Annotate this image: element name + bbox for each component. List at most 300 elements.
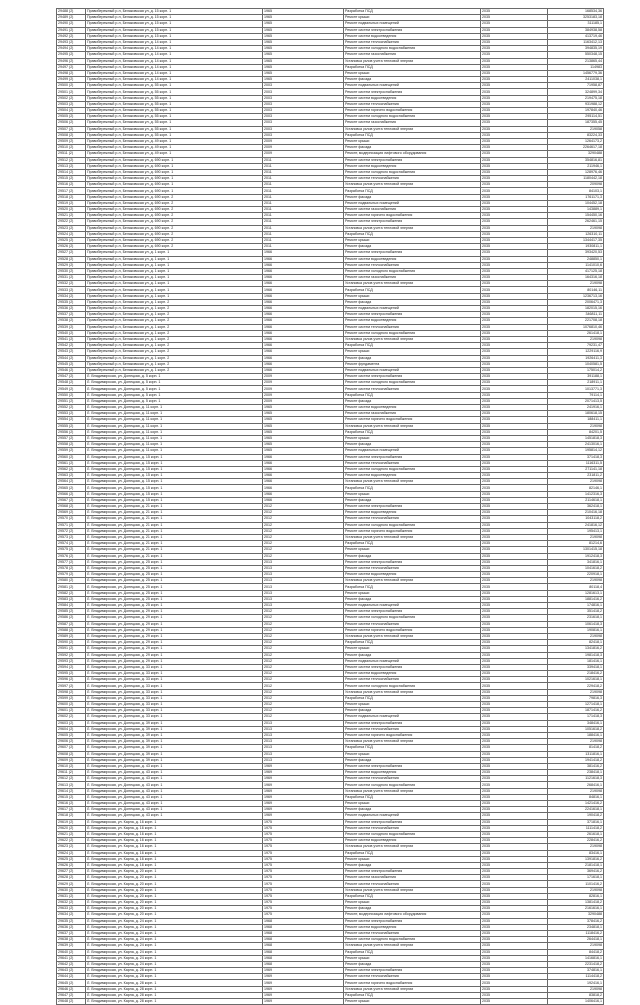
row-id-cell: 29621 (2) [57, 831, 86, 837]
cost-cell: 83224,33 [548, 132, 604, 138]
row-id-cell: 29532 (2) [57, 281, 86, 287]
build-year-cell: 1969 [263, 776, 344, 782]
address-cell: Л. Владимирская, ул. Карла, д. 24 корп. 1 [86, 918, 263, 924]
planned-year-cell: 2035 [481, 114, 548, 120]
address-cell: Л. Владимирская, ул. Донецкая, д. 11 корп. 1 [86, 448, 263, 454]
work-type-cell: Установка узлов учета тепловой энергии [344, 689, 481, 695]
planned-year-cell: 2035 [481, 138, 548, 144]
work-type-cell: Ремонт систем холодного водоснабжения [344, 683, 481, 689]
row-id-cell: 29638 (2) [57, 937, 86, 943]
planned-year-cell: 2035 [481, 188, 548, 194]
row-id-cell: 29548 (2) [57, 380, 86, 386]
row-id-cell: 29589 (2) [57, 633, 86, 639]
address-cell: Л. Владимирская, ул. Донецкая, д. 39 корп. 1 [86, 751, 263, 757]
build-year-cell: 1975 [263, 825, 344, 831]
work-type-cell: Ремонт крыши [344, 955, 481, 961]
planned-year-cell: 2035 [481, 95, 548, 101]
cost-cell: 341816,1 [548, 559, 604, 565]
build-year-cell: 2012 [263, 652, 344, 658]
address-cell: Л. Владимирская, ул. Донецкая, д. 29 корп. 1 [86, 652, 263, 658]
work-type-cell: Ремонт систем электроснабжения [344, 312, 481, 318]
cost-cell: 1981418,3 [548, 652, 604, 658]
planned-year-cell: 2035 [481, 318, 548, 324]
address-cell: Правобережный р-н, Белаковская ул, д. 15 корп. 1 [86, 21, 263, 27]
build-year-cell: 1965 [263, 417, 344, 423]
work-type-cell: Ремонт систем теплоснабжения [344, 621, 481, 627]
row-id-cell: 29626 (2) [57, 862, 86, 868]
address-cell: Правобережный р-н, Белаковская ул, д. 1 корп. 1 [86, 250, 263, 256]
work-type-cell: Ремонт крыши [344, 999, 481, 1005]
cost-cell: 262461,15 [548, 219, 604, 225]
planned-year-cell: 2035 [481, 361, 548, 367]
planned-year-cell: 2035 [481, 219, 548, 225]
address-cell: Л. Владимирская, ул. Донецкая, д. 5 корп. 1 [86, 380, 263, 386]
planned-year-cell: 2035 [481, 225, 548, 231]
cost-cell: 220918,1 [548, 572, 604, 578]
build-year-cell: 1975 [263, 838, 344, 844]
cost-cell: 114983 [548, 64, 604, 70]
row-id-cell: 29488 (2) [57, 9, 86, 15]
address-cell: Л. Владимирская, ул. Карла, д. 20 корп. 1 [86, 875, 263, 881]
cost-cell: 228416,2 [548, 838, 604, 844]
cost-cell: 3290488 [548, 912, 604, 918]
planned-year-cell: 2035 [481, 64, 548, 70]
build-year-cell: 1975 [263, 819, 344, 825]
row-id-cell: 29554 (2) [57, 417, 86, 423]
work-type-cell: Ремонт систем холодного водоснабжения [344, 522, 481, 528]
row-id-cell: 29561 (2) [57, 460, 86, 466]
address-cell: Л. Владимирская, ул. Донецкая, д. 39 корп. 1 [86, 739, 263, 745]
planned-year-cell: 2035 [481, 213, 548, 219]
build-year-cell: 1966 [263, 318, 344, 324]
work-type-cell: Разработка ПСД [344, 231, 481, 237]
planned-year-cell: 2035 [481, 702, 548, 708]
cost-cell: 188416,1 [548, 732, 604, 738]
planned-year-cell: 2035 [481, 336, 548, 342]
work-type-cell: Ремонт систем теплоснабжения [344, 825, 481, 831]
work-type-cell: Ремонт систем электроснабжения [344, 219, 481, 225]
work-type-cell: Установка узлов учета тепловой энергии [344, 423, 481, 429]
row-id-cell: 29577 (2) [57, 559, 86, 565]
address-cell: Правобережный р-н, Белаковская ул, д. 1 корп. 1 [86, 275, 263, 281]
planned-year-cell: 2035 [481, 770, 548, 776]
cost-cell: 79114,1 [548, 392, 604, 398]
address-cell: Правобережный р-н, Белаковская ул, д. 55 корп. 1 [86, 120, 263, 126]
cost-cell: 1271418,1 [548, 702, 604, 708]
address-cell: Л. Владимирская, ул. Донецкая, д. 43 корп. 1 [86, 794, 263, 800]
cost-cell: 241916,1 [548, 405, 604, 411]
cost-cell: 271141,18 [548, 466, 604, 472]
work-type-cell: Ремонт подвальных помещений [344, 658, 481, 664]
address-cell: Л. Владимирская, ул. Донецкая, д. 39 корп. 1 [86, 726, 263, 732]
work-type-cell: Ремонт крыши [344, 293, 481, 299]
work-type-cell: Ремонт фасада [344, 961, 481, 967]
work-type-cell: Ремонт фасада [344, 708, 481, 714]
planned-year-cell: 2035 [481, 881, 548, 887]
build-year-cell: 1965 [263, 58, 344, 64]
build-year-cell: 1975 [263, 844, 344, 850]
work-type-cell: Ремонт систем горячего водоснабжения [344, 627, 481, 633]
address-cell: Л. Владимирская, ул. Карла, д. 28 корп. 1 [86, 999, 263, 1005]
work-type-cell: Ремонт систем теплоснабжения [344, 726, 481, 732]
work-type-cell: Ремонт крыши [344, 590, 481, 596]
work-type-cell: Ремонт подвальных помещений [344, 448, 481, 454]
build-year-cell: 2012 [263, 615, 344, 621]
address-cell: Л. Владимирская, ул. Донецкая, д. 5 корп. 1 [86, 386, 263, 392]
row-id-cell: 29607 (2) [57, 745, 86, 751]
build-year-cell: 1966 [263, 497, 344, 503]
work-type-cell: Установка узлов учета тепловой энергии [344, 225, 481, 231]
work-type-cell: Ремонт фасада [344, 145, 481, 151]
planned-year-cell: 2035 [481, 794, 548, 800]
work-type-cell: Ремонт крыши [344, 349, 481, 355]
build-year-cell: 1966 [263, 361, 344, 367]
address-cell: Л. Владимирская, ул. Карла, д. 20 корп. 1 [86, 887, 263, 893]
planned-year-cell: 2035 [481, 955, 548, 961]
address-cell: Л. Владимирская, ул. Донецкая, д. 29 корп. 1 [86, 633, 263, 639]
cost-cell: 391188,1 [548, 374, 604, 380]
planned-year-cell: 2035 [481, 126, 548, 132]
build-year-cell: 2009 [263, 145, 344, 151]
cost-cell: 1381418,2 [548, 900, 604, 906]
row-id-cell: 29565 (2) [57, 485, 86, 491]
address-cell: Л. Владимирская, ул. Донецкая, д. 33 корп. 1 [86, 677, 263, 683]
planned-year-cell: 2035 [481, 708, 548, 714]
work-type-cell: Разработка ПСД [344, 584, 481, 590]
build-year-cell: 1965 [263, 405, 344, 411]
build-year-cell: 1966 [263, 293, 344, 299]
cost-cell: 2411038,1 [548, 77, 604, 83]
address-cell: Правобережный р-н, Белаковская ул, д. 1 корп. 2 [86, 361, 263, 367]
cost-cell: 154450,16 [548, 213, 604, 219]
address-cell: Л. Владимирская, ул. Донецкая, д. 39 корп. 1 [86, 720, 263, 726]
cost-cell: 175014,2 [548, 367, 604, 373]
build-year-cell: 2012 [263, 528, 344, 534]
build-year-cell: 2009 [263, 398, 344, 404]
cost-cell: 195413,1 [548, 528, 604, 534]
address-cell: Л. Владимирская, ул. Донецкая, д. 29 корп. 1 [86, 646, 263, 652]
work-type-cell: Ремонт систем водоотведения [344, 256, 481, 262]
work-type-cell: Ремонт крыши [344, 435, 481, 441]
row-id-cell: 29594 (2) [57, 664, 86, 670]
planned-year-cell: 2035 [481, 547, 548, 553]
row-id-cell: 29512 (2) [57, 157, 86, 163]
row-id-cell: 29634 (2) [57, 912, 86, 918]
planned-year-cell: 2035 [481, 906, 548, 912]
work-type-cell: Ремонт крыши [344, 547, 481, 553]
build-year-cell: 1966 [263, 367, 344, 373]
build-year-cell: 2012 [263, 671, 344, 677]
planned-year-cell: 2035 [481, 256, 548, 262]
planned-year-cell: 2035 [481, 844, 548, 850]
row-id-cell: 29578 (2) [57, 565, 86, 571]
planned-year-cell: 2035 [481, 745, 548, 751]
build-year-cell: 2012 [263, 633, 344, 639]
build-year-cell: 1965 [263, 70, 344, 76]
row-id-cell: 29640 (2) [57, 949, 86, 955]
build-year-cell: 1966 [263, 343, 344, 349]
address-cell: Правобережный р-н, Белаковская ул, д. 55 корп. 1 [86, 95, 263, 101]
planned-year-cell: 2035 [481, 405, 548, 411]
address-cell: Правобережный р-н, Белаковская ул, д. 55 корп. 1 [86, 126, 263, 132]
build-year-cell: 1966 [263, 256, 344, 262]
cost-cell: 219475,18 [548, 95, 604, 101]
row-id-cell: 29501 (2) [57, 89, 86, 95]
build-year-cell: 1975 [263, 869, 344, 875]
build-year-cell: 2003 [263, 89, 344, 95]
work-type-cell: Ремонт систем электроснабжения [344, 763, 481, 769]
build-year-cell: 2011 [263, 200, 344, 206]
build-year-cell: 1968 [263, 937, 344, 943]
build-year-cell: 2013 [263, 559, 344, 565]
cost-cell: 219098 [548, 986, 604, 992]
address-cell: Л. Владимирская, ул. Донецкая, д. 11 корп. 1 [86, 429, 263, 435]
row-id-cell: 29505 (2) [57, 114, 86, 120]
row-id-cell: 29642 (2) [57, 961, 86, 967]
build-year-cell: 2013 [263, 565, 344, 571]
row-id-cell: 29550 (2) [57, 392, 86, 398]
cost-cell: 394835,19 [548, 46, 604, 52]
cost-cell: 219098 [548, 534, 604, 540]
build-year-cell: 1966 [263, 330, 344, 336]
cost-cell: 346811,11 [548, 312, 604, 318]
planned-year-cell: 2035 [481, 157, 548, 163]
cost-cell: 210416,18 [548, 510, 604, 516]
cost-cell: 187355,45 [548, 120, 604, 126]
work-type-cell: Установка узлов учета тепловой энергии [344, 739, 481, 745]
address-cell: Правобережный р-н, Белаковская ул, д. 1 корп. 2 [86, 330, 263, 336]
work-type-cell: Ремонт подвальных помещений [344, 21, 481, 27]
planned-year-cell: 2035 [481, 454, 548, 460]
build-year-cell: 1975 [263, 881, 344, 887]
cost-cell: 171418,3 [548, 714, 604, 720]
build-year-cell: 2012 [263, 547, 344, 553]
planned-year-cell: 2035 [481, 603, 548, 609]
work-type-cell: Ремонт фасада [344, 757, 481, 763]
planned-year-cell: 2035 [481, 831, 548, 837]
build-year-cell: 2003 [263, 132, 344, 138]
planned-year-cell: 2035 [481, 417, 548, 423]
planned-year-cell: 2035 [481, 640, 548, 646]
work-type-cell: Разработка ПСД [344, 850, 481, 856]
work-type-cell: Ремонт систем горячего водоснабжения [344, 732, 481, 738]
build-year-cell: 2009 [263, 374, 344, 380]
cost-cell: 351418,2 [548, 609, 604, 615]
address-cell: Правобережный р-н, Белаковская ул, д. 690 корп. 2 [86, 237, 263, 243]
row-id-cell: 29533 (2) [57, 287, 86, 293]
address-cell: Правобережный р-н, Белаковская ул, д. 690 корп. 2 [86, 225, 263, 231]
build-year-cell: 2013 [263, 596, 344, 602]
work-type-cell: Ремонт систем электроснабжения [344, 609, 481, 615]
address-cell: Л. Владимирская, ул. Карла, д. 28 корп. 1 [86, 986, 263, 992]
work-type-cell: Ремонт фасада [344, 244, 481, 250]
cost-cell: 931988,12 [548, 101, 604, 107]
address-cell: Л. Владимирская, ул. Донецкая, д. 43 корп. 1 [86, 776, 263, 782]
address-cell: Л. Владимирская, ул. Донецкая, д. 33 корп. 1 [86, 683, 263, 689]
row-id-cell: 29620 (2) [57, 825, 86, 831]
build-year-cell: 2003 [263, 108, 344, 114]
address-cell: Л. Владимирская, ул. Донецкая, д. 25 корп. 1 [86, 559, 263, 565]
planned-year-cell: 2035 [481, 83, 548, 89]
build-year-cell: 1969 [263, 782, 344, 788]
address-cell: Правобережный р-н, Белаковская ул, д. 1 корп. 2 [86, 336, 263, 342]
planned-year-cell: 2035 [481, 918, 548, 924]
build-year-cell: 1969 [263, 980, 344, 986]
address-cell: Л. Владимирская, ул. Донецкая, д. 29 корп. 1 [86, 640, 263, 646]
work-type-cell: Ремонт систем горячего водоснабжения [344, 528, 481, 534]
cost-cell: 1021618,1 [548, 677, 604, 683]
work-type-cell: Ремонт систем горячего водоснабжения [344, 108, 481, 114]
address-cell: Л. Владимирская, ул. Донецкая, д. 11 корп. 1 [86, 417, 263, 423]
row-id-cell: 29489 (2) [57, 15, 86, 21]
planned-year-cell: 2035 [481, 349, 548, 355]
build-year-cell: 1969 [263, 807, 344, 813]
address-cell: Л. Владимирская, ул. Донецкая, д. 25 корп. 1 [86, 572, 263, 578]
build-year-cell: 1968 [263, 930, 344, 936]
address-cell: Правобережный р-н, Белаковская ул, д. 690 корп. 2 [86, 244, 263, 250]
row-id-cell: 29536 (2) [57, 306, 86, 312]
planned-year-cell: 2035 [481, 887, 548, 893]
address-cell: Правобережный р-н, Белаковская ул, д. 690 корп. 2 [86, 194, 263, 200]
address-cell: Правобережный р-н, Белаковская ул, д. 14 корп. 1 [86, 77, 263, 83]
planned-year-cell: 2035 [481, 763, 548, 769]
build-year-cell: 1966 [263, 479, 344, 485]
cost-cell: 1040581,5 [548, 361, 604, 367]
build-year-cell: 2009 [263, 386, 344, 392]
row-id-cell: 29506 (2) [57, 120, 86, 126]
address-cell: Л. Владимирская, ул. Донецкая, д. 29 корп. 1 [86, 627, 263, 633]
work-type-cell: Ремонт систем холодного водоснабжения [344, 937, 481, 943]
work-type-cell: Установка узлов учета тепловой энергии [344, 633, 481, 639]
table-row [57, 999, 604, 1005]
planned-year-cell: 2035 [481, 497, 548, 503]
planned-year-cell: 2035 [481, 244, 548, 250]
row-id-cell: 29538 (2) [57, 318, 86, 324]
work-type-cell: Разработка ПСД [344, 893, 481, 899]
planned-year-cell: 2035 [481, 819, 548, 825]
row-id-cell: 29605 (2) [57, 732, 86, 738]
row-id-cell: 29633 (2) [57, 906, 86, 912]
row-id-cell: 29522 (2) [57, 219, 86, 225]
work-type-cell: Ремонт крыши [344, 900, 481, 906]
build-year-cell: 2013 [263, 720, 344, 726]
cost-cell: 82816,1 [548, 893, 604, 899]
build-year-cell: 1966 [263, 466, 344, 472]
row-id-cell: 29595 (2) [57, 671, 86, 677]
address-cell: Правобережный р-н, Белаковская ул, д. 49 корп. 1 [86, 138, 263, 144]
cost-cell: 1101416,2 [548, 881, 604, 887]
row-id-cell: 29588 (2) [57, 627, 86, 633]
build-year-cell: 1968 [263, 961, 344, 967]
row-id-cell: 29490 (2) [57, 21, 86, 27]
address-cell: Л. Владимирская, ул. Карла, д. 16 корп. 1 [86, 850, 263, 856]
cost-cell: 82146,1 [548, 485, 604, 491]
work-type-cell: Установка узлов учета тепловой энергии [344, 986, 481, 992]
planned-year-cell: 2035 [481, 677, 548, 683]
planned-year-cell: 2035 [481, 633, 548, 639]
row-id-cell: 29551 (2) [57, 398, 86, 404]
planned-year-cell: 2035 [481, 293, 548, 299]
address-cell: Л. Владимирская, ул. Донецкая, д. 21 корп. 1 [86, 534, 263, 540]
cost-cell: 264418,1 [548, 937, 604, 943]
work-type-cell: Ремонт подвальных помещений [344, 367, 481, 373]
build-year-cell: 1975 [263, 887, 344, 893]
cost-cell: 2006471,3 [548, 299, 604, 305]
cost-cell: 218416,2 [548, 671, 604, 677]
address-cell: Л. Владимирская, ул. Донецкая, д. 43 корп. 1 [86, 763, 263, 769]
cost-cell: 295114,51 [548, 114, 604, 120]
work-type-cell: Ремонт фасада [344, 906, 481, 912]
build-year-cell: 1966 [263, 262, 344, 268]
planned-year-cell: 2035 [481, 609, 548, 615]
address-cell: Л. Владимирская, ул. Донецкая, д. 25 корп. 1 [86, 565, 263, 571]
work-type-cell: Ремонт систем водоотведения [344, 671, 481, 677]
address-cell: Л. Владимирская, ул. Донецкая, д. 21 корп. 1 [86, 522, 263, 528]
work-type-cell: Ремонт фундамента [344, 361, 481, 367]
build-year-cell: 2013 [263, 745, 344, 751]
planned-year-cell: 2035 [481, 714, 548, 720]
work-type-cell: Ремонт фасада [344, 553, 481, 559]
work-type-cell: Ремонт систем водоотведения [344, 163, 481, 169]
cost-cell: 219058 [548, 126, 604, 132]
work-type-cell: Разработка ПСД [344, 287, 481, 293]
cost-cell: 219098 [548, 844, 604, 850]
planned-year-cell: 2035 [481, 652, 548, 658]
cost-cell: 1141010,6 [548, 262, 604, 268]
planned-year-cell: 2035 [481, 732, 548, 738]
work-type-cell: Ремонт систем электроснабжения [344, 250, 481, 256]
row-id-cell: 29513 (2) [57, 163, 86, 169]
cost-cell: 171618,1 [548, 875, 604, 881]
row-id-cell: 29574 (2) [57, 541, 86, 547]
work-type-cell: Ремонт подвальных помещений [344, 200, 481, 206]
address-cell: Правобережный р-н, Белаковская ул, д. 14 корп. 1 [86, 64, 263, 70]
cost-cell: 261418,1 [548, 330, 604, 336]
row-id-cell: 29542 (2) [57, 343, 86, 349]
build-year-cell: 1965 [263, 435, 344, 441]
build-year-cell: 1965 [263, 39, 344, 45]
cost-cell: 174816,1 [548, 603, 604, 609]
address-cell: Правобережный р-н, Белаковская ул, д. 1 корп. 2 [86, 299, 263, 305]
work-type-cell: Ремонт систем газоснабжения [344, 207, 481, 213]
build-year-cell: 2011 [263, 163, 344, 169]
work-type-cell: Ремонт систем теплоснабжения [344, 516, 481, 522]
row-id-cell: 29579 (2) [57, 572, 86, 578]
planned-year-cell: 2035 [481, 27, 548, 33]
address-cell: Л. Владимирская, ул. Донецкая, д. 25 корп. 1 [86, 578, 263, 584]
address-cell: Правобережный р-н, Белаковская ул, д. 1 корп. 2 [86, 343, 263, 349]
build-year-cell: 2009 [263, 392, 344, 398]
address-cell: Правобережный р-н, Белаковская ул, д. 1 корп. 2 [86, 367, 263, 373]
build-year-cell: 2012 [263, 689, 344, 695]
row-id-cell: 29571 (2) [57, 522, 86, 528]
planned-year-cell: 2035 [481, 151, 548, 157]
planned-year-cell: 2035 [481, 324, 548, 330]
row-id-cell: 29507 (2) [57, 126, 86, 132]
row-id-cell: 29583 (2) [57, 596, 86, 602]
address-cell: Л. Владимирская, ул. Карла, д. 16 корп. 1 [86, 862, 263, 868]
build-year-cell: 2011 [263, 231, 344, 237]
row-id-cell: 29495 (2) [57, 52, 86, 58]
build-year-cell: 1965 [263, 77, 344, 83]
build-year-cell: 1969 [263, 794, 344, 800]
build-year-cell: 1965 [263, 15, 344, 21]
cost-cell: 248850,1 [548, 256, 604, 262]
work-type-cell: Ремонт крыши [344, 70, 481, 76]
address-cell: Правобережный р-н, Белаковская ул, д. 690 корп. 1 [86, 182, 263, 188]
row-id-cell: 29608 (2) [57, 751, 86, 757]
work-type-cell: Ремонт систем холодного водоснабжения [344, 782, 481, 788]
